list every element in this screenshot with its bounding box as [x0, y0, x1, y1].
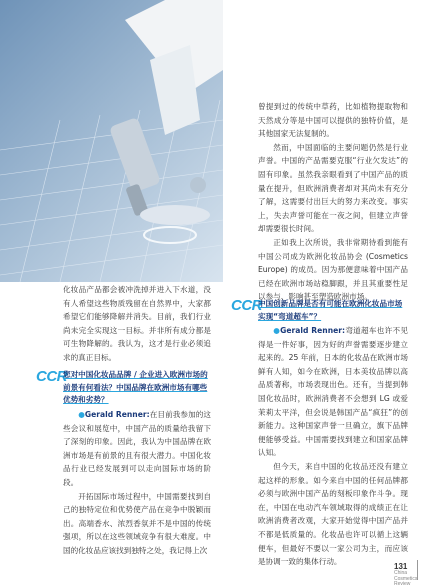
right-question-heading: 中国创新品牌是否有可能在欧洲化妆品市场实现“弯道超车”？ [258, 299, 403, 321]
right-paragraph-1: 曾提到过的传统中草药，比如植物提取物和天然成分等是中国可以提供的独特价值，是其他国家无法复制的。 [258, 102, 408, 139]
right-paragraph-2: 然而，中国面临的主要问题仍然是行业声誉。中国的产品需要克服“行业欠发达”的固有印象。虽然我亲眼看到了中国产品的质量在提升，但欧洲消费者却对其尚未有充分了解，这需要付出巨大的努力来改变。事实上，失去声誉可能在一夜之间，但建立声誉却需要很长时间。 [258, 142, 408, 234]
right-column-intro [258, 100, 408, 304]
magazine-brand [394, 571, 417, 588]
left-answer-1: 在目前我参加的这些会议和展览中，中国产品的质量给我留下了深刻的印象。因此，我认为中国品牌在欧洲市场是有前景的且有很大潜力。中国化妆品行业已经发展到可以走向国际市场的阶段。 [63, 410, 211, 487]
speaker-name-right: Gerald Renner: [280, 326, 346, 335]
right-column-answer [258, 324, 408, 569]
speaker-name: Gerald Renner: [84, 410, 150, 419]
ccr-logo: CCR [36, 368, 67, 385]
brand-line-3: Review [394, 581, 411, 587]
left-paragraph-1: 化妆品产品都会被冲洗掉并进入下水道，没有人希望这些物质残留在自然界中，大家都希望它们能够降解并消失。目前，我们行业尚未完全实现这一目标。并非所有成分都是可生物降解的。我认为，这才是行业必须追求的真正目标。 [63, 285, 211, 362]
bullet-dot-icon: ● [78, 410, 85, 419]
left-answer-2: 开拓国际市场过程中，中国需要找到自己的独特定位和优势使产品在竞争中脱颖而出。高端香水、浓烈香氛并不是中国的传统强项，所以在这些领域竞争有很大难度。中国的化妆品应该找到独特之处，我记得上次 [63, 491, 211, 555]
right-paragraph-3: 正如我上次所说，我非常期待看到能有中国公司成为欧洲化妆品协会 (Cosmetics Europe) 的成员。因为那便意味着中国产品已经在欧洲市场站稳脚跟，并且其重要性足以参与、影响甚至塑造欧洲市场。 [258, 237, 408, 302]
ccr-logo-right: CCR [231, 297, 262, 314]
brand-line-1: China [394, 570, 408, 576]
left-column-answer [63, 408, 211, 558]
left-question-heading: 您对中国化妆品品牌 / 企业进入欧洲市场的前景有何看法？中国品牌在欧洲市场有哪些优势和劣势？ [63, 370, 208, 404]
left-column-intro [63, 283, 211, 365]
right-answer-2: 但今天，来自中国的化妆品还没有建立起这样的形象。如今来自中国的任何品牌都必须与欧洲中国产品的刻板印象作斗争。现在，中国在电动汽车领域取得的成绩正在让欧洲消费者改观，大家开始觉得中国产品并不都是低质量的。化妆品也许可以循上这辆便车，但最好不要以一家公司为主，而应该是协调一致的集体行动。 [258, 461, 408, 567]
lab-microscope-photo [0, 0, 223, 282]
page-number: 131 [394, 562, 408, 571]
bullet-dot-icon: ● [273, 326, 281, 335]
brand-line-2: Cosmetics [394, 575, 418, 582]
right-answer-1: 弯道超车也许不见得是一件好事，因为好的声誉需要逐步建立起来的。25 年前，日本的化妆品在欧洲市场鲜有人知，如今在欧洲，日本美妆品牌以高品质著称，市场表现出色。还有，当提到韩国化妆品时，欧洲消费者不会想到 LG 或爱茉莉太平洋，但会说是韩国产品“疯狂”的创新能力。这种国家声誉一旦确立，旗下品牌便能够受益。中国需要找到建立和国家品牌认知。 [258, 326, 408, 458]
